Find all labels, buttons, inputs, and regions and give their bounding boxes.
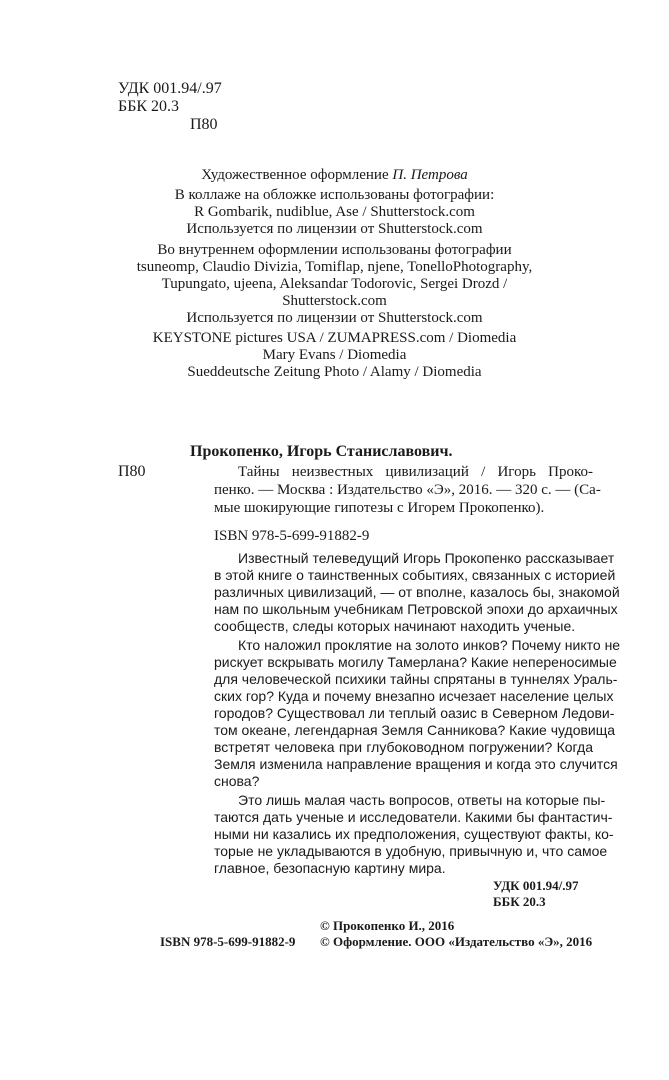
catalog-title-line: Тайны неизвестных цивилизаций / Игорь Проко- — [238, 464, 593, 480]
annotation-line: городов? Существовал ли теплый оазис в Северном Ледови- — [214, 705, 615, 721]
annotation-line: торые не укладываются в удобную, привычную и, что самое — [214, 843, 608, 859]
annotation-paragraph-3 — [214, 792, 614, 877]
annotation-paragraph-1 — [214, 550, 620, 635]
annotation-line: Это лишь малая часть вопросов, ответы на которые пы- — [238, 792, 606, 808]
annotation-line: рискует вскрывать могилу Тамерлана? Какие непереносимые — [214, 654, 617, 670]
credit-line: Во внутреннем оформлении использованы фотографии — [157, 242, 512, 258]
annotation-line: Земля изменила направление вращения и когда это случится — [214, 756, 618, 772]
copyright-design: © Оформление. ООО «Издательство «Э», 2016 — [320, 934, 593, 949]
author-mark: П80 — [190, 116, 218, 133]
art-designer-name: П. Петрова — [392, 167, 468, 183]
credit-line: R Gombarik, nudiblue, Ase / Shutterstock.com — [194, 204, 475, 220]
credit-line: Shutterstock.com — [282, 293, 387, 309]
annotation-line: том океане, легендарная Земля Санникова? Какие чудовища — [214, 722, 616, 738]
art-design-label: Художественное оформление — [201, 167, 393, 183]
credit-line: Tupungato, ujeena, Aleksandar Todorovic, Sergei Drozd / — [161, 276, 508, 292]
annotation-line: Кто наложил проклятие на золото инков? Почему никто не — [238, 637, 621, 653]
catalog-udk: УДК 001.94/.97 — [493, 878, 579, 893]
bbk-code: ББК 20.3 — [118, 98, 180, 115]
annotation-line: различных цивилизаций, — от вполне, казалось бы, знакомой — [214, 584, 620, 600]
catalog-title-block — [214, 463, 601, 517]
annotation-paragraph-2 — [214, 637, 621, 790]
catalog-title-line: мые шокирующие гипотезы с Игорем Прокопенко). — [214, 500, 545, 516]
annotation-line: главное, безопасную картину мира. — [214, 860, 446, 876]
copyright-author: © Прокопенко И., 2016 — [320, 918, 455, 933]
credit-line: tsuneomp, Claudio Divizia, Tomiflap, njene, TonelloPhotography, — [136, 259, 533, 275]
credit-line: Используется по лицензии от Shutterstock.com — [186, 310, 483, 326]
catalog-isbn: ISBN 978-5-699-91882-9 — [214, 528, 370, 544]
annotation-line: ских гор? Куда и почему внезапно исчезает население целых — [214, 688, 614, 704]
catalog-bbk: ББК 20.3 — [493, 894, 546, 909]
art-design-credit — [0, 166, 669, 184]
credit-line: Sueddeutsche Zeitung Photo / Alamy / Diomedia — [187, 364, 482, 380]
annotation-line: ными ни казались их предположения, существуют факты, ко- — [214, 826, 614, 842]
annotation-line: Известный телеведущий Игорь Прокопенко рассказывает — [238, 550, 615, 566]
credit-line: В коллаже на обложке использованы фотографии: — [174, 187, 495, 203]
annotation-line: сообществ, следы которых начинают находить ученые. — [214, 618, 576, 634]
copyright-isbn: ISBN 978-5-699-91882-9 — [160, 934, 296, 949]
udk-code: УДК 001.94/.97 — [118, 80, 222, 97]
credit-line: KEYSTONE pictures USA / ZUMAPRESS.com / Diomedia — [152, 330, 517, 346]
annotation-line: в этой книге о таинственных событиях, связанных с историей — [214, 567, 616, 583]
credit-line: Mary Evans / Diomedia — [262, 347, 407, 363]
annotation-line: нам по школьным учебникам Петровской эпохи до архаичных — [214, 601, 618, 617]
annotation-line: встретят человека при глубоководном погружении? Когда — [214, 739, 593, 755]
catalog-author-heading: Прокопенко, Игорь Станиславович. — [190, 443, 453, 460]
catalog-title-line: пенко. — Москва : Издательство «Э», 2016. — 320 с. — (Са- — [214, 482, 601, 498]
annotation-line: снова? — [214, 773, 260, 789]
catalog-author-mark: П80 — [118, 463, 146, 480]
annotation-line: для человеческой психики тайны спрятаны в туннелях Ураль- — [214, 671, 618, 687]
annotation-line: таются дать ученые и исследователи. Какими бы фантастич- — [214, 809, 613, 825]
credit-line: Используется по лицензии от Shutterstock.com — [186, 221, 483, 237]
